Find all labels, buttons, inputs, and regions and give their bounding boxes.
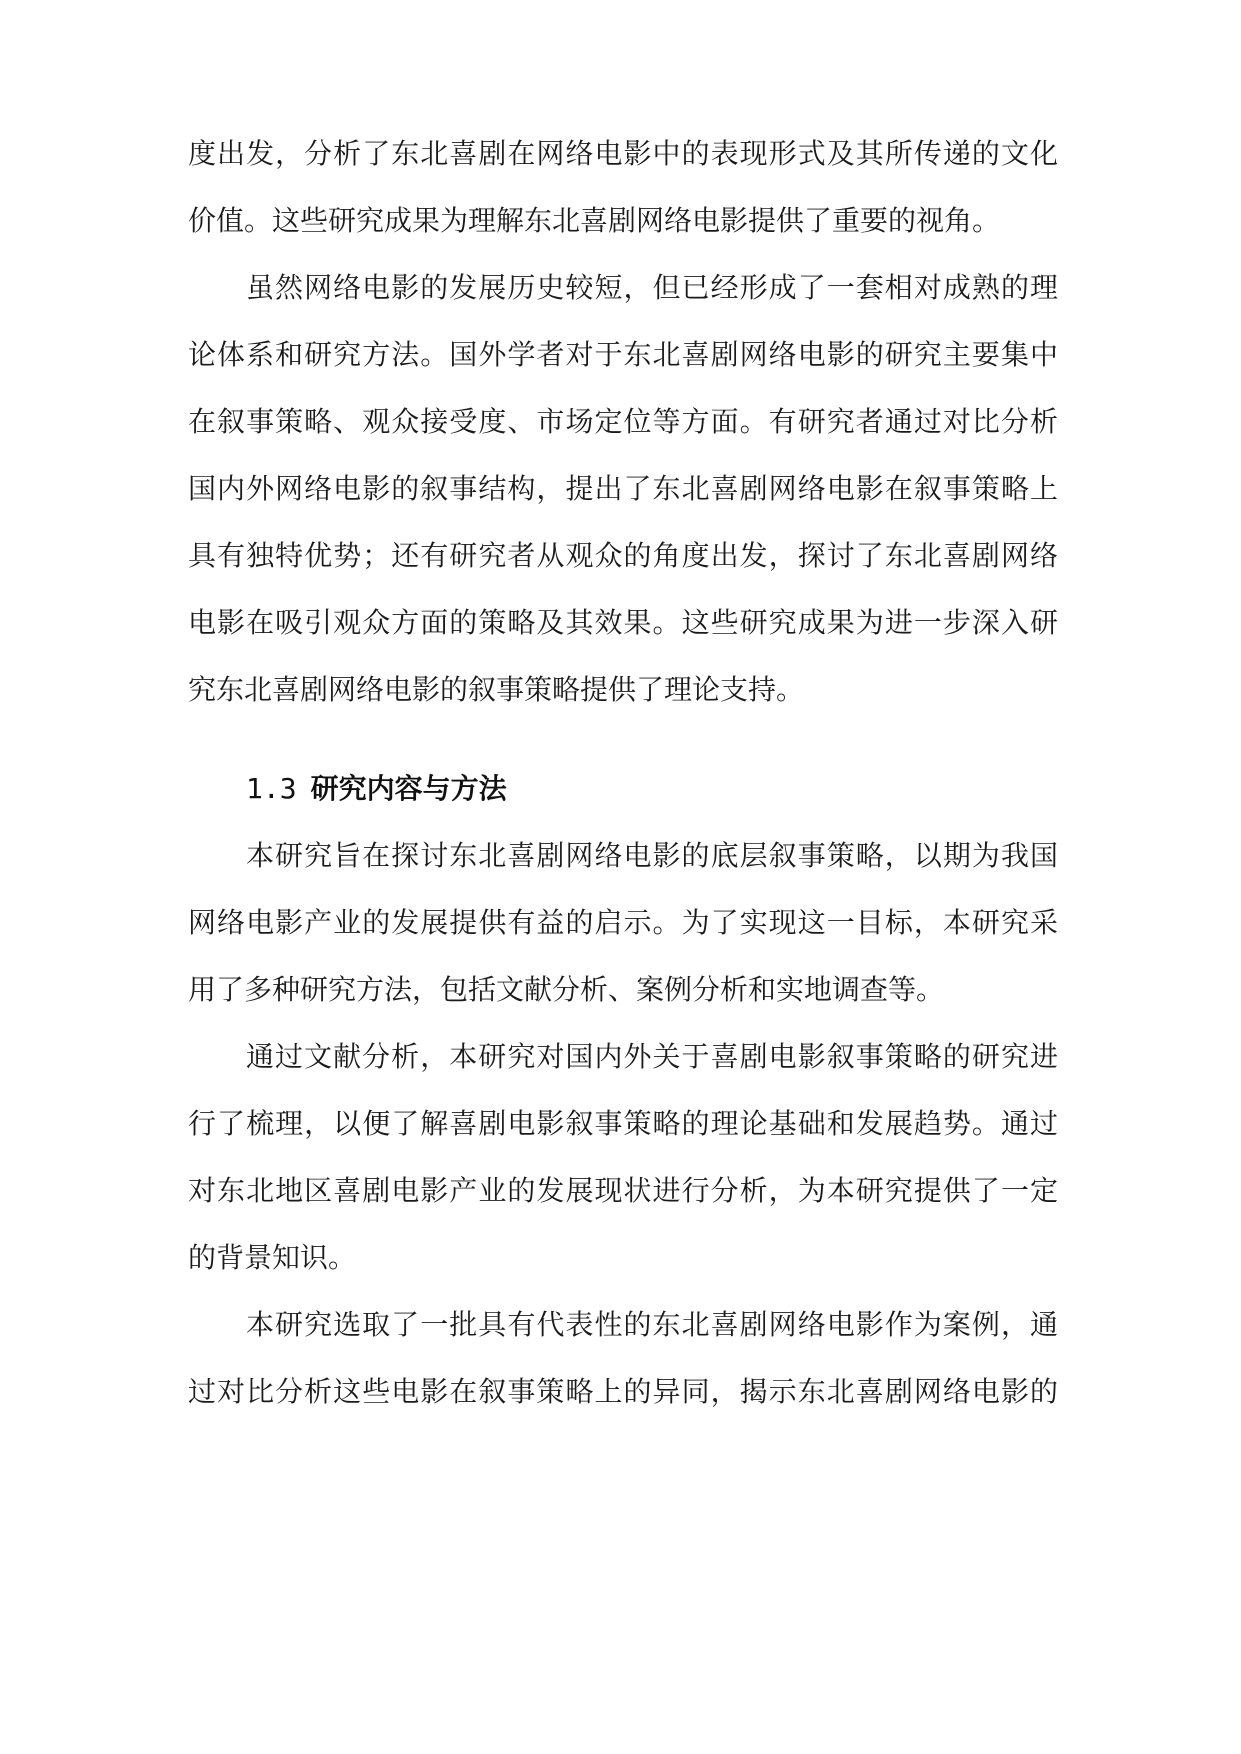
- text-line: 虽然网络电影的发展历史较短，但已经形成了一套相对成熟的理: [246, 271, 1058, 304]
- text-line: 用了多种研究方法，包括文献分析、案例分析和实地调查等。: [188, 973, 945, 1006]
- section-number: 1.3: [246, 772, 297, 805]
- text-line: 国内外网络电影的叙事结构，提出了东北喜剧网络电影在叙事策略上: [188, 472, 1058, 505]
- text-line: 本研究选取了一批具有代表性的东北喜剧网络电影作为案例，通: [246, 1308, 1058, 1341]
- text-line: 电影在吸引观众方面的策略及其效果。这些研究成果为进一步深入研: [188, 606, 1058, 639]
- text-line: 具有独特优势；还有研究者从观众的角度出发，探讨了东北喜剧网络: [188, 539, 1058, 572]
- text-line: 通过文献分析，本研究对国内外关于喜剧电影叙事策略的研究进: [246, 1040, 1058, 1073]
- section-title: 研究内容与方法: [310, 772, 507, 805]
- text-line: 行了梳理，以便了解喜剧电影叙事策略的理论基础和发展趋势。通过: [188, 1107, 1058, 1140]
- text-line: 的背景知识。: [188, 1241, 357, 1274]
- text-line: 对东北地区喜剧电影产业的发展现状进行分析，为本研究提供了一定: [188, 1174, 1058, 1207]
- text-line: 过对比分析这些电影在叙事策略上的异同，揭示东北喜剧网络电影的: [188, 1375, 1058, 1408]
- text-line: 在叙事策略、观众接受度、市场定位等方面。有研究者通过对比分析: [188, 405, 1058, 438]
- text-line: 度出发，分析了东北喜剧在网络电影中的表现形式及其所传递的文化: [188, 137, 1058, 170]
- section-heading: [246, 767, 507, 811]
- text-line: 究东北喜剧网络电影的叙事策略提供了理论支持。: [188, 673, 805, 706]
- text-line: 本研究旨在探讨东北喜剧网络电影的底层叙事策略，以期为我国: [246, 839, 1058, 872]
- text-line: 论体系和研究方法。国外学者对于东北喜剧网络电影的研究主要集中: [188, 338, 1058, 371]
- text-line: 价值。这些研究成果为理解东北喜剧网络电影提供了重要的视角。: [188, 204, 1001, 237]
- text-line: 网络电影产业的发展提供有益的启示。为了实现这一目标，本研究采: [188, 906, 1058, 939]
